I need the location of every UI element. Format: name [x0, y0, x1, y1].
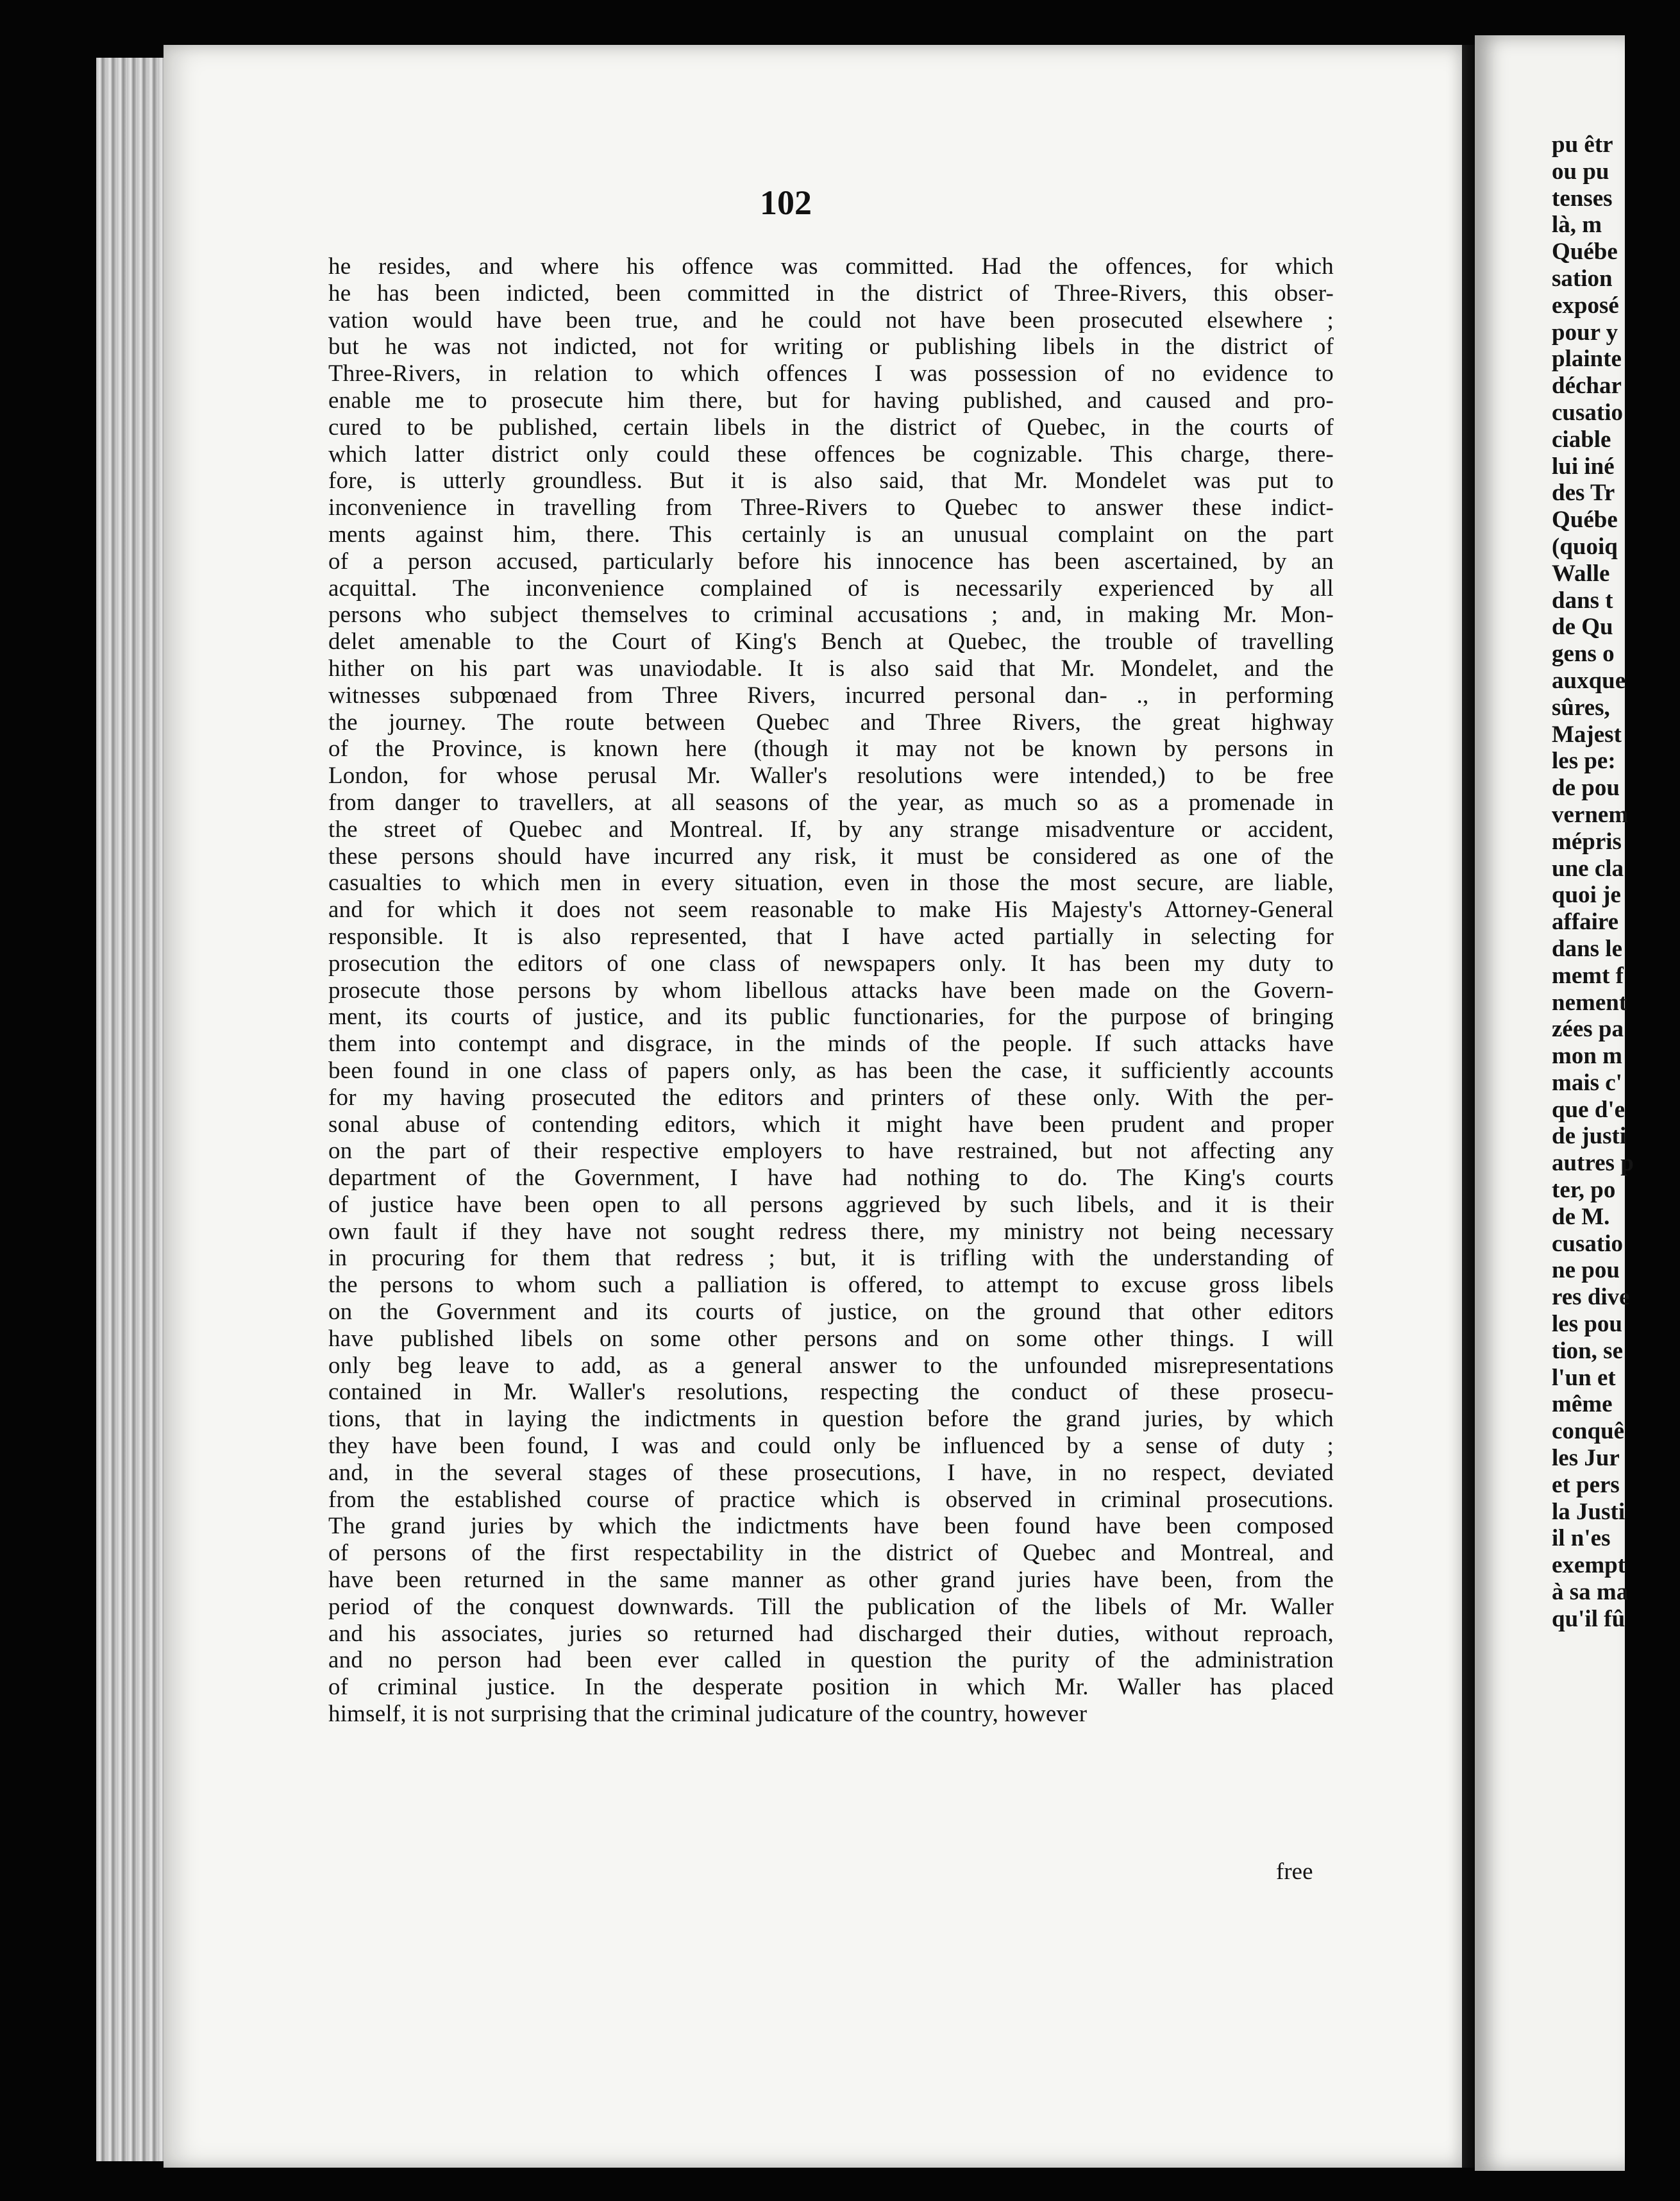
facing-page-line-fragment: plainte	[1552, 346, 1622, 373]
facing-page-line-fragment: l'un et	[1552, 1364, 1616, 1391]
facing-page-line-fragment: quoi je	[1552, 882, 1621, 909]
facing-page-line-fragment: de Qu	[1552, 614, 1613, 641]
facing-page-line-fragment: cusatio	[1552, 399, 1623, 426]
facing-page-line-fragment: pu êtr	[1552, 131, 1613, 158]
facing-page-line-fragment: sation	[1552, 265, 1613, 292]
catchword: free	[1276, 1859, 1313, 1885]
text-line: the persons to whom such a palliation is offered, to attempt to excuse gross libels	[328, 1272, 1334, 1299]
text-line: these persons should have incurred any risk, it must be considered as one of the	[328, 843, 1334, 870]
facing-page-line-fragment: exposé	[1552, 292, 1619, 319]
facing-page-line-fragment: de justi	[1552, 1123, 1627, 1150]
text-line: tions, that in laying the indictments in question before the grand juries, by which	[328, 1406, 1334, 1433]
facing-page-line-fragment: que d'e	[1552, 1096, 1625, 1123]
text-line: persons who subject themselves to criminal accusations ; and, in making Mr. Mon-	[328, 602, 1334, 628]
facing-page-line-fragment: les pe:	[1552, 748, 1616, 775]
facing-page-line-fragment: vernem	[1552, 801, 1629, 828]
text-line: and no person had been ever called in question the purity of the administration	[328, 1647, 1334, 1674]
facing-page-line-fragment: même	[1552, 1391, 1613, 1418]
facing-page-line-fragment: Walle	[1552, 560, 1610, 587]
facing-page-line-fragment: gens o	[1552, 641, 1615, 668]
text-line: London, for whose perusal Mr. Waller's resolutions were intended,) to be free	[328, 763, 1334, 789]
facing-page-line-fragment: et pers	[1552, 1471, 1620, 1498]
facing-page-line-fragment: cusatio	[1552, 1230, 1623, 1257]
facing-page-line-fragment: ciable	[1552, 426, 1611, 453]
facing-page-line-fragment: là, m	[1552, 212, 1602, 239]
facing-page-line-fragment: pour y	[1552, 319, 1618, 346]
text-line: he has been indicted, been committed in the district of Three-Rivers, this obser-	[328, 280, 1334, 307]
page-edges	[96, 58, 173, 2161]
text-line: casualties to which men in every situation, even in those the most secure, are liable,	[328, 870, 1334, 897]
facing-page-line-fragment: de M.	[1552, 1203, 1610, 1230]
text-line: inconvenience in travelling from Three-Rivers to Quebec to answer these indict-	[328, 494, 1334, 521]
text-line: delet amenable to the Court of King's Bench at Quebec, the trouble of travelling	[328, 628, 1334, 655]
facing-page-line-fragment: dans t	[1552, 587, 1613, 614]
facing-page-line-fragment: (quoiq	[1552, 533, 1618, 560]
facing-page-line-fragment: exempt	[1552, 1552, 1626, 1579]
text-line: ment, its courts of justice, and its public functionaries, for the purpose of bringing	[328, 1004, 1334, 1031]
facing-page-line-fragment: à sa ma	[1552, 1579, 1629, 1606]
facing-page-line-fragment: res dive	[1552, 1284, 1630, 1311]
text-line: only beg leave to add, as a general answer to the unfounded misrepresentations	[328, 1352, 1334, 1379]
text-line: in procuring for them that redress ; but, it is trifling with the understanding of	[328, 1245, 1334, 1272]
facing-page-line-fragment: ou pu	[1552, 158, 1609, 185]
text-line: prosecution the editors of one class of newspapers only. It has been my duty to	[328, 950, 1334, 977]
facing-page-line-fragment: zées pa	[1552, 1016, 1624, 1043]
text-line: he resides, and where his offence was committed. Had the offences, for which	[328, 253, 1334, 280]
text-line: own fault if they have not sought redress there, my ministry not being necessary	[328, 1218, 1334, 1245]
facing-page-line-fragment: de pou	[1552, 775, 1620, 802]
text-line: from danger to travellers, at all seasons of the year, as much so as a promenade in	[328, 789, 1334, 816]
facing-page-line-fragment: nement	[1552, 989, 1627, 1016]
body-text	[328, 253, 1334, 1728]
facing-page-line-fragment: Québe	[1552, 507, 1618, 534]
text-line: of criminal justice. In the desperate position in which Mr. Waller has placed	[328, 1674, 1334, 1701]
facing-page-line-fragment: il n'es	[1552, 1525, 1611, 1552]
facing-page-line-fragment: tenses	[1552, 185, 1613, 212]
text-line: ments against him, there. This certainly is an unusual complaint on the part	[328, 521, 1334, 548]
page-number: 102	[760, 183, 812, 222]
text-line: witnesses subpœnaed from Three Rivers, incurred personal dan- ., in performing	[328, 682, 1334, 709]
text-line: enable me to prosecute him there, but for having published, and caused and pro-	[328, 387, 1334, 414]
text-line: of a person accused, particularly before his innocence has been ascertained, by an	[328, 548, 1334, 575]
facing-page-line-fragment: Québe	[1552, 239, 1618, 266]
facing-page-text	[1552, 131, 1680, 1633]
text-line: department of the Government, I have had nothing to do. The King's courts	[328, 1165, 1334, 1192]
text-line: on the part of their respective employers to have restrained, but not affecting any	[328, 1138, 1334, 1165]
text-line: fore, is utterly groundless. But it is also said, that Mr. Mondelet was put to	[328, 468, 1334, 494]
text-line: have been returned in the same manner as other grand juries have been, from the	[328, 1567, 1334, 1594]
facing-page-line-fragment: ne pou	[1552, 1257, 1620, 1284]
text-line: and for which it does not seem reasonable to make His Majesty's Attorney-General	[328, 897, 1334, 923]
text-line: on the Government and its courts of justice, on the ground that other editors	[328, 1299, 1334, 1326]
facing-page-line-fragment: tion, se	[1552, 1337, 1623, 1364]
facing-page-line-fragment: mépris	[1552, 828, 1622, 855]
facing-page-line-fragment: les pou	[1552, 1311, 1623, 1338]
text-line: sonal abuse of contending editors, which it might have been prudent and proper	[328, 1111, 1334, 1138]
text-line: them into contempt and disgrace, in the minds of the people. If such attacks have	[328, 1031, 1334, 1058]
text-line: from the established course of practice which is observed in criminal prosecutions.	[328, 1486, 1334, 1513]
text-line: responsible. It is also represented, that I have acted partially in selecting for	[328, 923, 1334, 950]
text-line: for my having prosecuted the editors and printers of these only. With the per-	[328, 1084, 1334, 1111]
facing-page	[1475, 35, 1634, 2171]
facing-page-line-fragment: des Tr	[1552, 480, 1615, 507]
facing-page-line-fragment: déchar	[1552, 373, 1622, 400]
facing-page-line-fragment: une cla	[1552, 855, 1624, 882]
facing-page-line-fragment: mon m	[1552, 1043, 1622, 1070]
text-line: contained in Mr. Waller's resolutions, respecting the conduct of these prosecu-	[328, 1379, 1334, 1406]
facing-page-line-fragment: sûres,	[1552, 694, 1610, 721]
text-line: Three-Rivers, in relation to which offences I was possession of no evidence to	[328, 360, 1334, 387]
facing-page-line-fragment: la Justi	[1552, 1498, 1625, 1525]
text-line: vation would have been true, and he could not have been prosecuted elsewhere ;	[328, 307, 1334, 333]
text-line: prosecute those persons by whom libellous attacks have been made on the Govern-	[328, 977, 1334, 1004]
facing-page-line-fragment: lui iné	[1552, 453, 1615, 480]
text-line: of persons of the first respectability in the district of Quebec and Montreal, and	[328, 1540, 1334, 1567]
facing-page-line-fragment: memt f	[1552, 962, 1624, 989]
text-line: hither on his part was unaviodable. It is also said that Mr. Mondelet, and the	[328, 655, 1334, 682]
text-line: but he was not indicted, not for writing or publishing libels in the district of	[328, 333, 1334, 360]
facing-page-line-fragment: qu'il fû	[1552, 1605, 1625, 1632]
facing-page-line-fragment: auxque	[1552, 667, 1626, 694]
text-line: The grand juries by which the indictments have been found have been composed	[328, 1513, 1334, 1540]
text-line: acquittal. The inconvenience complained of is necessarily experienced by all	[328, 575, 1334, 602]
text-line: of the Province, is known here (though it may not be known by persons in	[328, 736, 1334, 763]
text-line: himself, it is not surprising that the criminal judicature of the country, however	[328, 1701, 1088, 1728]
text-line: been found in one class of papers only, as has been the case, it sufficiently accounts	[328, 1057, 1334, 1084]
facing-page-line-fragment: Majest	[1552, 721, 1622, 748]
text-line: and his associates, juries so returned had discharged their duties, without reproach,	[328, 1620, 1334, 1647]
facing-page-line-fragment: affaire	[1552, 909, 1619, 936]
facing-page-line-fragment: autres p	[1552, 1150, 1634, 1177]
facing-page-line-fragment: mais c'	[1552, 1069, 1622, 1096]
facing-page-line-fragment: dans le	[1552, 935, 1623, 962]
facing-page-line-fragment: conquê	[1552, 1418, 1625, 1445]
text-line: which latter district only could these offences be cognizable. This charge, there-	[328, 441, 1334, 468]
text-line: and, in the several stages of these prosecutions, I have, in no respect, deviated	[328, 1459, 1334, 1486]
text-line: they have been found, I was and could only be influenced by a sense of duty ;	[328, 1433, 1334, 1460]
text-line: cured to be published, certain libels in the district of Quebec, in the courts of	[328, 414, 1334, 441]
facing-page-line-fragment: ter, po	[1552, 1177, 1616, 1204]
facing-page-line-fragment: les Jur	[1552, 1445, 1620, 1472]
text-line: the journey. The route between Quebec and Three Rivers, the great highway	[328, 709, 1334, 736]
text-line: period of the conquest downwards. Till the publication of the libels of Mr. Waller	[328, 1593, 1334, 1620]
text-line: the street of Quebec and Montreal. If, by any strange misadventure or accident,	[328, 816, 1334, 843]
text-line: of justice have been open to all persons aggrieved by such libels, and it is their	[328, 1191, 1334, 1218]
text-line: have published libels on some other persons and on some other things. I will	[328, 1325, 1334, 1352]
